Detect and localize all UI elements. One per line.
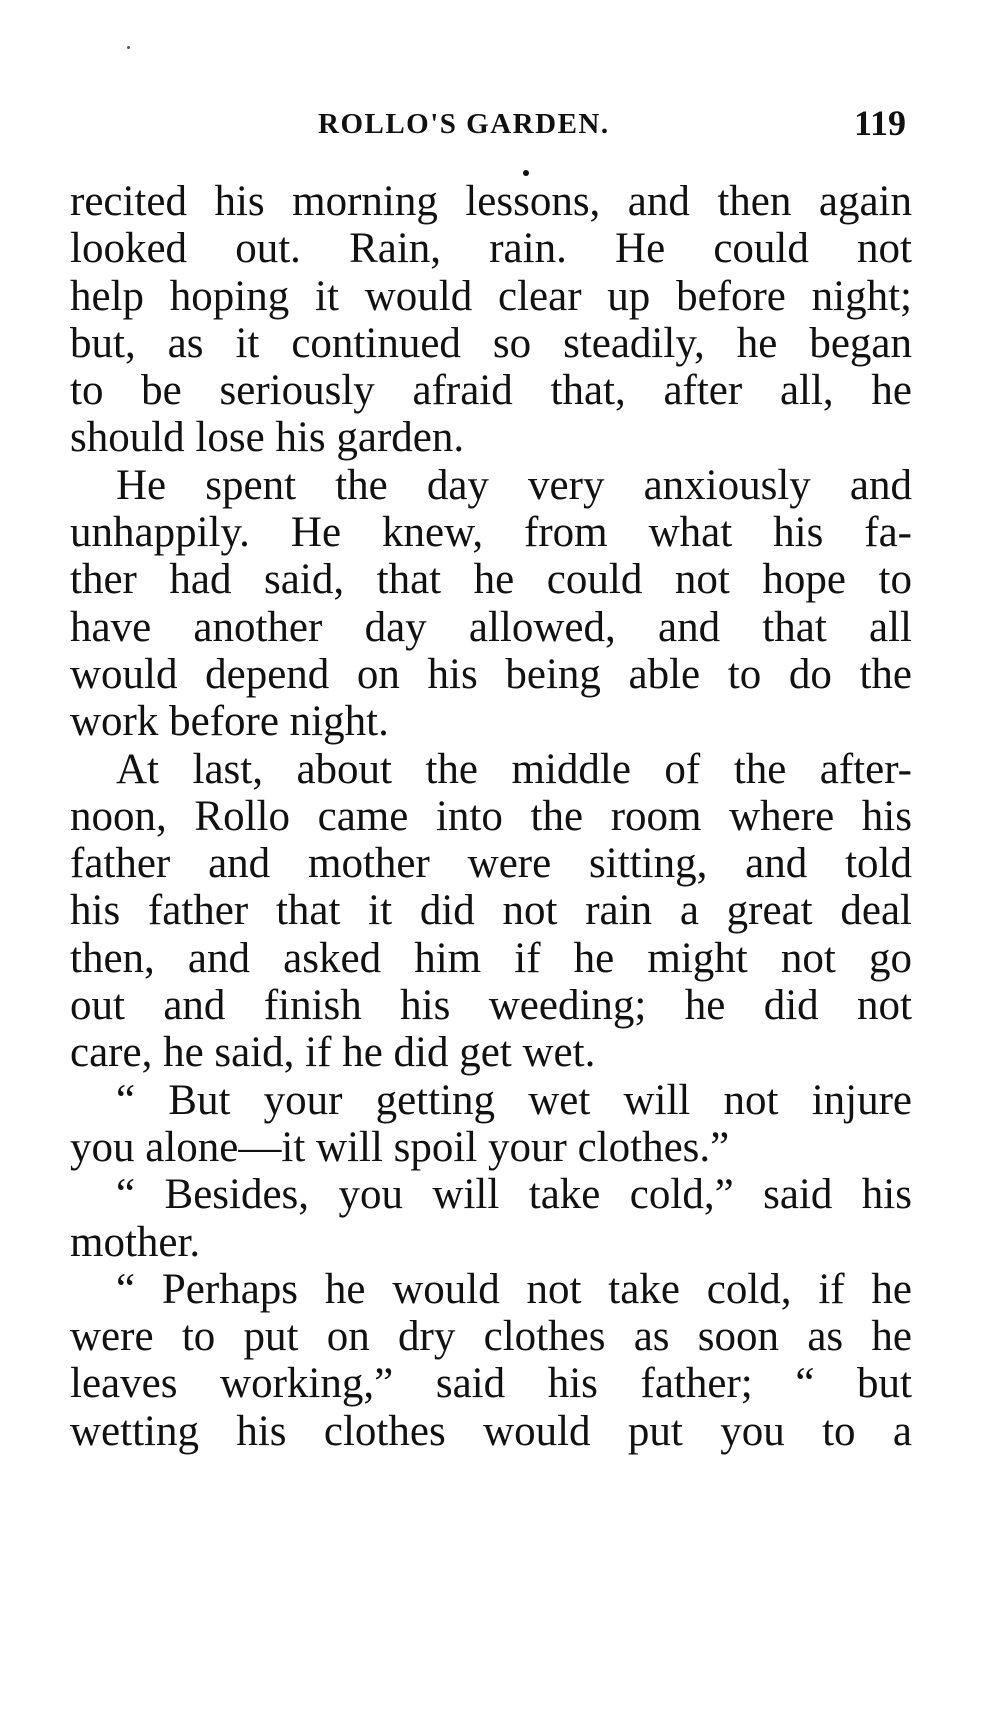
print-speck xyxy=(127,46,130,49)
text-line: mother. xyxy=(70,1218,201,1266)
print-mark xyxy=(523,170,529,176)
text-line: were to put on dry clothes as soon as he xyxy=(70,1313,912,1361)
text-line: looked out. Rain, rain. He could not xyxy=(70,225,912,273)
page-number: 119 xyxy=(853,103,906,143)
text-line: work before night. xyxy=(70,698,389,746)
text-line: wetting his clothes would put you to a xyxy=(70,1407,912,1455)
text-line: have another day allowed, and that all xyxy=(70,603,912,651)
text-line: out and finish his weeding; he did not xyxy=(70,982,912,1030)
text-line: father and mother were sitting, and told xyxy=(70,840,912,888)
text-line: leaves working,” said his father; “ but xyxy=(70,1360,912,1408)
text-line: “ But your getting wet will not injure xyxy=(116,1076,912,1124)
text-line: recited his morning lessons, and then again xyxy=(70,178,912,225)
text-line: should lose his garden. xyxy=(70,414,465,462)
text-line: unhappily. He knew, from what his fa- xyxy=(70,509,912,557)
text-line: you alone—it will spoil your clothes.” xyxy=(70,1123,730,1171)
text-line: but, as it continued so steadily, he began xyxy=(70,319,912,367)
body-text xyxy=(70,178,912,1455)
text-line: help hoping it would clear up before night; xyxy=(70,272,912,320)
text-line: his father that it did not rain a great deal xyxy=(70,887,912,935)
text-line: then, and asked him if he might not go xyxy=(70,934,912,982)
text-line: “ Besides, you will take cold,” said his xyxy=(116,1171,912,1219)
text-line: noon, Rollo came into the room where his xyxy=(70,792,912,840)
text-line: “ Perhaps he would not take cold, if he xyxy=(116,1265,912,1313)
text-line: ther had said, that he could not hope to xyxy=(70,556,912,604)
running-title: ROLLO'S GARDEN. xyxy=(318,108,610,140)
text-line: care, he said, if he did get wet. xyxy=(70,1029,596,1077)
page-header xyxy=(0,103,994,148)
text-line: At last, about the middle of the after- xyxy=(116,745,912,793)
text-line: He spent the day very anxiously and xyxy=(116,461,912,509)
text-line: to be seriously afraid that, after all, he xyxy=(70,367,912,415)
text-line: would depend on his being able to do the xyxy=(70,650,912,698)
